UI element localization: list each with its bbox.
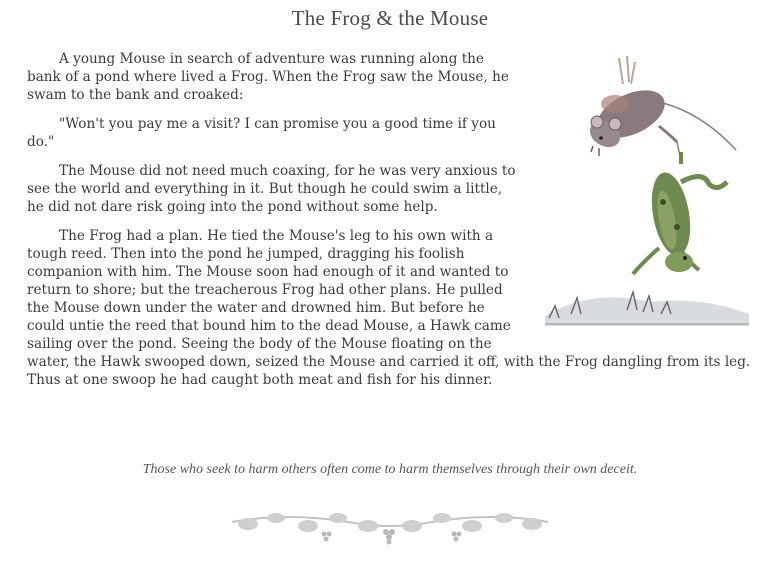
- story-paragraph: The Mouse did not need much coaxing, for he was very anxious to see the world and everything in it. But though he could swim a little, he did not dare risk going into the pond without some help.: [27, 163, 516, 215]
- story-body: [27, 50, 753, 400]
- moral-text: Those who seek to harm others often come to harm themselves through their own deceit.: [142, 462, 638, 477]
- frog-mouse-illustration: [531, 52, 753, 350]
- story-paragraph: "Won't you pay me a visit? I can promise you a good time if you do.": [27, 116, 496, 150]
- story-paragraph: The Frog had a plan. He tied the Mouse's leg to his own with a tough reed. Then into the pond he jumped, dragging his foolish companion with him. The Mouse soon had enough of it and wanted to return to shore; but the treacherous Frog had other plans. He pulled the Mouse down under the water and drowned him. But before he could untie the reed that bound him to the dead Mouse, a Hawk came sailing over the pond. Seeing the body of the Mouse floating on the water, the Hawk swooped down, seized the Mouse and carried it off, with the Frog dangling from its leg. Thus at one swoop he had caught both meat and fish for his dinner.: [27, 228, 751, 388]
- grape-vine-ornament-icon: [228, 504, 552, 552]
- page-title: The Frog & the Mouse: [291, 6, 489, 30]
- story-paragraph: A young Mouse in search of adventure was running along the bank of a pond where lived a Frog. When the Frog saw the Mouse, he swam to the bank and croaked:: [27, 51, 509, 103]
